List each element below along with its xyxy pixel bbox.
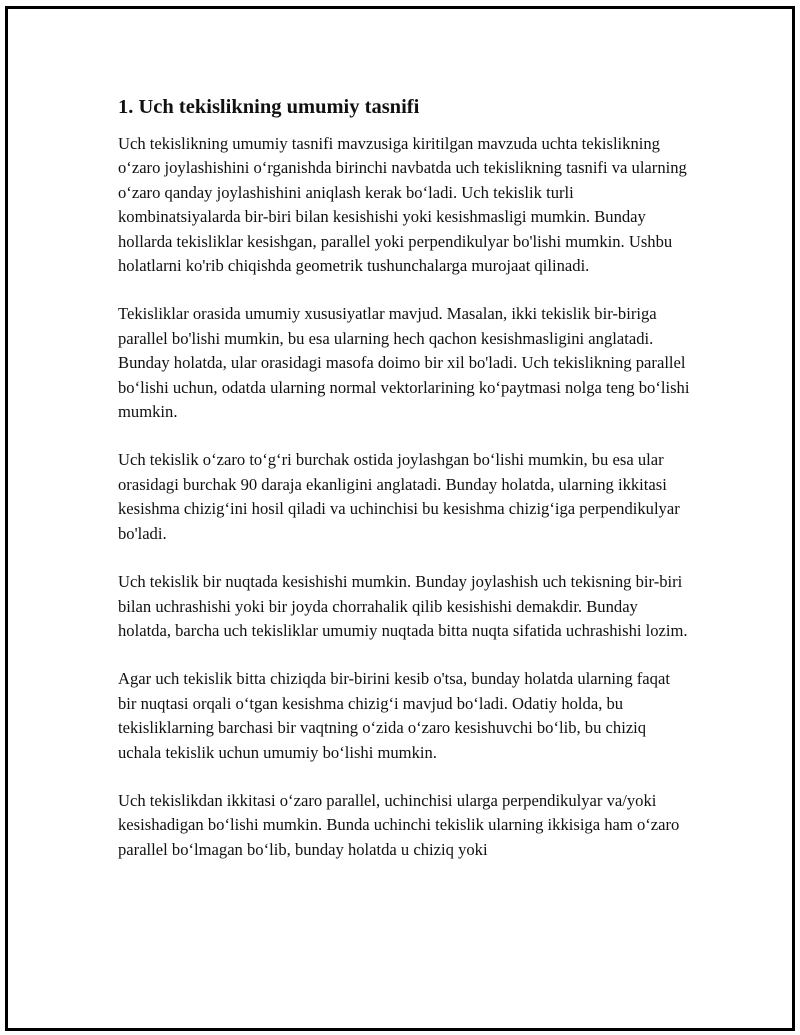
paragraph-4: Uch tekislik bir nuqtada kesishishi mumkin. Bunday joylashish uch tekisning bir-biri bilan uchrashishi yoki bir joyda chorrahalik qilib kesishishi demakdir. Bunday holatda, barcha uch tekisliklar umumiy nuqtada bitta nuqta sifatida uchrashishi lozim. — [118, 572, 688, 640]
paragraph-3: Uch tekislik o‘zaro to‘g‘ri burchak ostida joylashgan bo‘lishi mumkin, bu esa ular orasidagi burchak 90 daraja ekanligini anglatadi. Bunday holatda, ularning ikkitasi kesishma chizig‘ini hosil qiladi va uchinchisi bu kesishma chizig‘iga perpendikulyar bo'ladi. — [118, 450, 680, 543]
paragraph-5: Agar uch tekislik bitta chiziqda bir-birini kesib o'tsa, bunday holatda ularning faqat bir nuqtasi orqali o‘tgan kesishma chizig‘i mavjud bo‘ladi. Odatiy holda, bu tekisliklarning barchasi bir vaqtning o‘zida o‘zaro kesishuvchi bo‘lib, bu chiziq uchala tekislik uchun umumiy bo‘lishi mumkin. — [118, 669, 670, 762]
document-body — [118, 92, 692, 886]
paragraph-2: Tekisliklar orasida umumiy xususiyatlar mavjud. Masalan, ikki tekislik bir-biriga parallel bo'lishi mumkin, bu esa ularning hech qachon kesishmasligini anglatadi. Bunday holatda, ular orasidagi masofa doimo bir xil bo'ladi. Uch tekislikning parallel bo‘lishi uchun, odatda ularning normal vektorlarining ko‘paytmasi nolga teng bo‘lishi mumkin. — [118, 304, 690, 422]
paragraph-1: Uch tekislikning umumiy tasnifi mavzusiga kiritilgan mavzuda uchta tekislikning o‘zaro joylashishini o‘rganishda birinchi navbatda uch tekislikning tasnifi va ularning o‘zaro qanday joylashishini aniqlash kerak bo‘ladi. Uch tekislik turli kombinatsiyalarda bir-biri bilan kesishishi yoki kesishmasligi mumkin. Bunday hollarda tekisliklar kesishgan, parallel yoki perpendikulyar bo'lishi mumkin. Ushbu holatlarni ko'rib chiqishda geometrik tushunchalarga murojaat qilinadi. — [118, 134, 687, 276]
section-title: 1. Uch tekislikning umumiy tasnifi — [118, 96, 420, 118]
paragraph-6: Uch tekislikdan ikkitasi o‘zaro parallel, uchinchisi ularga perpendikulyar va/yoki kesishadigan bo‘lishi mumkin. Bunda uchinchi tekislik ularning ikkisiga ham o‘zaro parallel bo‘lmagan bo‘lib, bunday holatda u chiziq yoki — [118, 790, 680, 859]
